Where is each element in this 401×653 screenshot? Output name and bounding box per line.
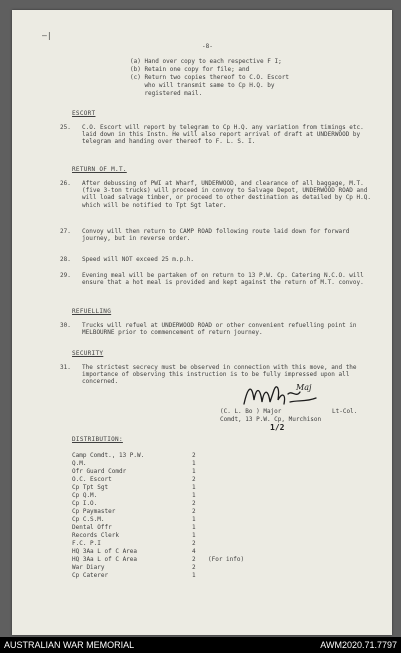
signatory-title: Comdt, 13 P.W. Cp, Murchison bbox=[220, 416, 322, 423]
section-heading-security: SECURITY bbox=[72, 350, 104, 357]
paragraph-text: Trucks will refuel at UNDERWOOD ROAD or other convenient refuelling point in MELBOURNE prior to commencement of return journey. bbox=[82, 322, 357, 337]
paragraph-text: The strictest secrecy must be observed in connection with this move, and the importance of observing this instruction is to be fully impressed upon all concerned. bbox=[82, 364, 357, 386]
paragraph-text: Evening meal will be partaken of on return to 13 P.W. Cp. Catering N.C.O. will ensure that a hot meal is provided and kept against the return of M.T. convoy. bbox=[82, 272, 364, 287]
paragraph-text: C.O. Escort will report by telegram to Cp H.Q. any variation from timings etc. laid down in this Instn. He will also report arrival of draft at UNDERWOOD by telegram and handing over thereof to F. L. S. I. bbox=[82, 124, 364, 146]
paragraph-number: 25. bbox=[60, 124, 71, 131]
signatory-rank: Lt-Col. bbox=[332, 408, 358, 415]
archive-reference: AWM2020.71.7797 bbox=[320, 640, 397, 650]
list-item: F.C. P.I 2 bbox=[72, 540, 196, 547]
list-item: who will transmit same to Cp H.Q. by bbox=[130, 82, 275, 89]
list-item: Cp Paymaster 2 bbox=[72, 508, 196, 515]
list-item: Cp Caterer 1 bbox=[72, 572, 196, 579]
section-heading-refuelling: REFUELLING bbox=[72, 308, 112, 315]
list-item: HQ 3Aa L of C Area 4 bbox=[72, 548, 196, 555]
list-item: (b) Retain one copy for file; and bbox=[130, 66, 250, 73]
list-item: Cp I.O. 2 bbox=[72, 500, 196, 507]
page-number: -8- bbox=[202, 43, 213, 50]
handwritten-fraction: 1/2 bbox=[270, 423, 285, 432]
list-item: Dental Offr 1 bbox=[72, 524, 196, 531]
list-item: HQ 3Aa L of C Area 2 (For info) bbox=[72, 556, 245, 563]
paragraph-number: 29. bbox=[60, 272, 71, 279]
archive-source: AUSTRALIAN WAR MEMORIAL bbox=[4, 640, 135, 650]
paragraph-number: 28. bbox=[60, 256, 71, 263]
list-item: registered mail. bbox=[130, 90, 203, 97]
list-item: Camp Comdt., 13 P.W. 2 bbox=[72, 452, 196, 459]
list-item: Cp Q.M. 1 bbox=[72, 492, 196, 499]
list-item: O.C. Escort 2 bbox=[72, 476, 196, 483]
svg-text:Maj: Maj bbox=[296, 383, 312, 392]
list-item: Q.M. 1 bbox=[72, 460, 196, 467]
list-item: (c) Return two copies thereof to C.O. Escort bbox=[130, 74, 289, 81]
margin-mark: —| bbox=[42, 31, 52, 40]
list-item: War Diary 2 bbox=[72, 564, 196, 571]
paragraph-number: 26. bbox=[60, 180, 71, 187]
paragraph-text: Speed will NOT exceed 25 m.p.h. bbox=[82, 256, 194, 263]
signatory-name: (C. L. Bo ) Major bbox=[220, 408, 282, 415]
paragraph-number: 27. bbox=[60, 228, 71, 235]
section-heading-escort: ESCORT bbox=[72, 110, 96, 117]
list-item: Cp Tpt Sgt 1 bbox=[72, 484, 196, 491]
archive-footer-bar bbox=[0, 637, 401, 653]
document-page bbox=[12, 10, 392, 635]
list-item: Cp C.S.M. 1 bbox=[72, 516, 196, 523]
list-item: Records Clerk 1 bbox=[72, 532, 196, 539]
paragraph-text: Convoy will then return to CAMP ROAD following route laid down for forward journey, but in reverse order. bbox=[82, 228, 350, 243]
paragraph-number: 31. bbox=[60, 364, 71, 371]
paragraph-text: After debussing of PWI at Wharf, UNDERWOOD, and clearance of all baggage, M.T. (five 3-ton trucks) will proceed in convoy to Salvage Depot, UNDERWOOD ROAD and will load salvage timber, or proceed to other destination as detailed by Cp H.Q. which will be notified to Tpt Sgt later. bbox=[82, 180, 371, 209]
list-item: (a) Hand over copy to each respective F I; bbox=[130, 58, 282, 65]
section-heading-return: RETURN OF M.T. bbox=[72, 166, 127, 173]
paragraph-number: 30. bbox=[60, 322, 71, 329]
list-item: Ofr Guard Comdr 1 bbox=[72, 468, 196, 475]
distribution-heading: DISTRIBUTION: bbox=[72, 436, 123, 443]
